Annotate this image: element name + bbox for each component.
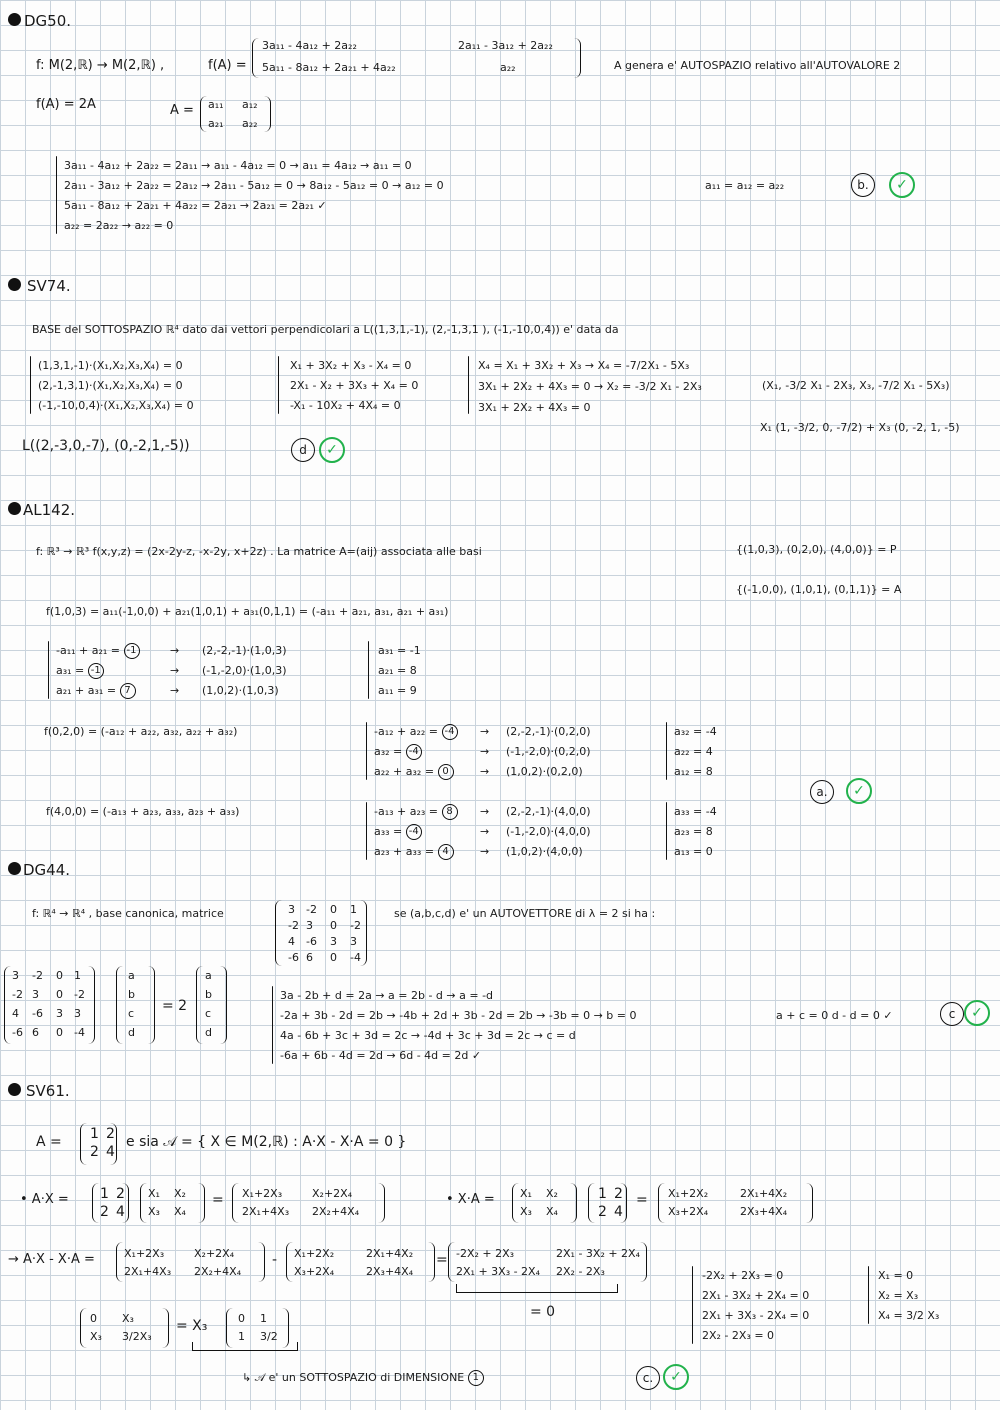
matrix-paren-right	[110, 1123, 117, 1165]
arrow: →	[480, 745, 490, 758]
system-line: 2X₂ - 2X₃ = 0	[702, 1329, 775, 1342]
answer-circle: c.	[636, 1366, 660, 1390]
matrix-entry: 2	[598, 1204, 607, 1220]
matrix-entry: 3	[56, 1007, 63, 1020]
equals-x3: = X₃	[176, 1318, 208, 1334]
arrow: →	[170, 684, 180, 697]
image-expansion: f(4,0,0) = (-a₁₃ + a₂₃, a₃₃, a₂₃ + a₃₃)	[46, 805, 240, 818]
matrix-paren-right	[360, 900, 367, 966]
system-line: a₃₁ = -1	[56, 663, 104, 679]
solution-vector: (X₁, -3/2 X₁ - 2X₃, X₃, -7/2 X₁ - 5X₃)	[762, 379, 950, 392]
vector-paren-right	[220, 966, 227, 1044]
matrix-entry: 2X₂ - 2X₃	[556, 1265, 605, 1278]
system-line: -2X₂ + 2X₃ = 0	[702, 1269, 784, 1282]
check-icon: ✓	[663, 1364, 689, 1390]
matrix-paren-right	[574, 38, 581, 78]
matrix-entry: 2	[106, 1126, 115, 1142]
matrix-entry: X₃+2X₄	[668, 1205, 709, 1218]
matrix-entry: -2	[288, 919, 299, 932]
result: L((2,-3,0,-7), (0,-2,1,-5))	[22, 438, 190, 454]
matrix-paren-right	[198, 1183, 205, 1223]
matrix-entry: X₂	[546, 1187, 558, 1200]
arrow: →	[480, 765, 490, 778]
circled-value: 0	[438, 764, 454, 780]
equals-sign: =	[436, 1252, 448, 1268]
matrix-entry: 2X₂+4X₄	[312, 1205, 360, 1218]
solution-combination: X₁ (1, -3/2, 0, -7/2) + X₃ (0, -2, 1, -5)	[760, 421, 960, 434]
solution-line: a₁₃ = 0	[674, 845, 713, 858]
system-line: -a₁₂ + a₂₂ = -4	[374, 724, 458, 740]
matrix-paren-left	[286, 1242, 293, 1282]
dot-product: (1,0,2)·(0,2,0)	[506, 765, 583, 778]
matrix-paren-right	[640, 1242, 647, 1282]
system-line: -a₁₁ + a₂₁ = -1	[56, 643, 140, 659]
matrix-entry: 2X₁ + 3X₃ - 2X₄	[456, 1265, 541, 1278]
matrix-entry: X₂+2X₄	[194, 1247, 235, 1260]
arrow: →	[170, 664, 180, 677]
system-brace	[366, 802, 367, 860]
matrix-paren-left	[116, 1242, 123, 1282]
matrix-paren-right	[806, 1183, 813, 1223]
matrix-entry: 2X₁+4X₂	[740, 1187, 788, 1200]
circled-value: -1	[88, 663, 104, 679]
matrix-paren-left	[80, 1308, 87, 1348]
system-brace	[666, 722, 667, 780]
matrix-entry: X₃	[520, 1205, 532, 1218]
system-line: (-1,-10,0,4)·(X₁,X₂,X₃,X₄) = 0	[38, 399, 194, 412]
matrix-entry: -2	[32, 969, 43, 982]
circled-value: -1	[124, 643, 140, 659]
bullet-dot	[8, 278, 21, 291]
system-brace	[368, 641, 369, 699]
matrix-entry: 1	[350, 903, 357, 916]
matrix-entry: 3	[306, 919, 313, 932]
answer-circle: a.	[810, 780, 834, 804]
matrix-paren-right	[122, 1183, 129, 1223]
equals-two: = 2	[162, 998, 188, 1014]
eigen-equation: f(A) = 2A	[36, 97, 96, 112]
f-of-a-label: f(A) =	[208, 58, 247, 73]
matrix-entry: X₂+2X₄	[312, 1187, 353, 1200]
dot-product: (2,-2,-1)·(1,0,3)	[202, 644, 287, 657]
matrix-entry: 4	[614, 1204, 623, 1220]
solution-line: X₂ = X₃	[878, 1289, 919, 1302]
system-brace	[278, 356, 279, 414]
matrix-entry: X₄	[174, 1205, 186, 1218]
matrix-paren-left	[200, 96, 207, 132]
matrix-entry: 0	[90, 1312, 97, 1325]
matrix-paren-right	[570, 1183, 577, 1223]
set-definition: e sia 𝒜 = { X ∈ M(2,ℝ) : A·X - X·A = 0 }	[126, 1134, 407, 1150]
vector-entry: d	[205, 1026, 212, 1039]
matrix-paren-right	[620, 1183, 627, 1223]
result: a + c = 0 d - d = 0 ✓	[776, 1009, 893, 1022]
function-definition: f: ℝ⁴ → ℝ⁴ , base canonica, matrice	[32, 907, 224, 920]
conclusion: ↳ 𝒜 e' un SOTTOSPAZIO di DIMENSIONE 1	[242, 1370, 484, 1386]
system-brace	[666, 802, 667, 860]
matrix-entry: -6	[288, 951, 299, 964]
matrix-entry: 0	[330, 951, 337, 964]
solution-line: X₄ = 3/2 X₃	[878, 1309, 940, 1322]
check-icon: ✓	[319, 437, 345, 463]
matrix-entry: X₁	[520, 1187, 532, 1200]
system-line: X₄ = X₁ + 3X₂ + X₃ → X₄ = -7/2X₁ - 5X₃	[478, 359, 690, 372]
matrix-entry: 6	[32, 1026, 39, 1039]
underbrace	[192, 1342, 298, 1351]
circled-value: -4	[406, 824, 422, 840]
matrix-entry: -2X₂ + 2X₃	[456, 1247, 515, 1260]
matrix-entry: -2	[350, 919, 361, 932]
system-line: 3X₁ + 2X₂ + 4X₃ = 0 → X₂ = -3/2 X₁ - 2X₃	[478, 380, 702, 393]
problem-title-dg50: DG50.	[24, 12, 72, 30]
matrix-entry: 1	[90, 1126, 99, 1142]
vector-entry: b	[128, 988, 135, 1001]
matrix-paren-left	[232, 1183, 239, 1223]
matrix-entry: 1	[100, 1186, 109, 1202]
matrix-entry: a₁₂	[242, 98, 258, 111]
matrix-entry: X₂	[174, 1187, 186, 1200]
vector-entry: a	[205, 969, 212, 982]
matrix-entry: 5a₁₁ - 8a₁₂ + 2a₂₁ + 4a₂₂	[262, 61, 396, 74]
matrix-entry: 2X₁ - 3X₂ + 2X₄	[556, 1247, 641, 1260]
matrix-entry: 2	[90, 1144, 99, 1160]
matrix-entry: 3	[350, 935, 357, 948]
matrix-entry: X₁+2X₃	[242, 1187, 283, 1200]
system-line: 5a₁₁ - 8a₁₂ + 2a₂₁ + 4a₂₂ = 2a₂₁ → 2a₂₁ = 2a₂₁ ✓	[64, 199, 327, 212]
matrix-a-label: A =	[36, 1134, 62, 1150]
vector-entry: a	[128, 969, 135, 982]
system-line: 3X₁ + 2X₂ + 4X₃ = 0	[478, 401, 591, 414]
vector-entry: b	[205, 988, 212, 1001]
product-ax-label: • A·X =	[20, 1192, 69, 1207]
matrix-paren-right	[258, 1242, 265, 1282]
matrix-entry: a₂₂	[500, 61, 516, 74]
solution-line: a₃₂ = -4	[674, 725, 717, 738]
matrix-entry: 3/2	[260, 1330, 278, 1343]
matrix-paren-left	[252, 38, 259, 78]
system-line: X₁ + 3X₂ + X₃ - X₄ = 0	[290, 359, 412, 372]
matrix-entry: 2	[614, 1186, 623, 1202]
matrix-entry: 3	[74, 1007, 81, 1020]
answer-circle: d	[291, 438, 315, 462]
matrix-entry: 2	[100, 1204, 109, 1220]
matrix-entry: 4	[288, 935, 295, 948]
matrix-paren-right	[162, 1308, 169, 1348]
matrix-paren-left	[140, 1183, 147, 1223]
matrix-entry: 2X₃+4X₄	[366, 1265, 414, 1278]
matrix-paren-left	[658, 1183, 665, 1223]
answer-circle: b.	[851, 173, 875, 197]
system-brace	[56, 156, 57, 234]
problem-title-dg44: DG44.	[23, 861, 71, 879]
vector-entry: d	[128, 1026, 135, 1039]
bullet-dot	[8, 1083, 21, 1096]
matrix-entry: X₁+2X₂	[668, 1187, 709, 1200]
basis-a: {(-1,0,0), (1,0,1), (0,1,1)} = A	[736, 583, 902, 596]
matrix-paren-right	[428, 1242, 435, 1282]
matrix-paren-right	[88, 966, 95, 1044]
dot-product: (-1,-2,0)·(0,2,0)	[506, 745, 591, 758]
matrix-paren-left	[588, 1183, 595, 1223]
matrix-entry: 3	[32, 988, 39, 1001]
system-line: a₂₁ + a₃₁ = 7	[56, 683, 136, 699]
matrix-entry: 2X₁+4X₃	[124, 1265, 172, 1278]
system-brace	[30, 356, 31, 414]
dot-product: (1,0,2)·(4,0,0)	[506, 845, 583, 858]
bullet-dot	[8, 502, 21, 515]
dot-product: (-1,-2,0)·(1,0,3)	[202, 664, 287, 677]
solution-line: a₁₁ = 9	[378, 684, 417, 697]
matrix-a-label: A =	[170, 103, 194, 118]
circled-value: 7	[120, 683, 136, 699]
arrow: →	[480, 725, 490, 738]
matrix-entry: X₁	[148, 1187, 160, 1200]
system-line: (1,3,1,-1)·(X₁,X₂,X₃,X₄) = 0	[38, 359, 183, 372]
matrix-entry: 2X₃+4X₄	[740, 1205, 788, 1218]
basis-p: {(1,0,3), (0,2,0), (4,0,0)} = P	[736, 543, 897, 556]
matrix-paren-left	[4, 966, 11, 1044]
product-xa-label: • X·A =	[446, 1192, 495, 1207]
matrix-entry: 4	[116, 1204, 125, 1220]
matrix-paren-left	[448, 1242, 455, 1282]
system-line: (2,-1,3,1)·(X₁,X₂,X₃,X₄) = 0	[38, 379, 183, 392]
system-line: a₃₂ = -4	[374, 744, 422, 760]
dimension-circle: 1	[468, 1370, 484, 1386]
matrix-entry: X₃	[148, 1205, 160, 1218]
check-icon: ✓	[846, 778, 872, 804]
matrix-paren-left	[80, 1123, 87, 1165]
system-brace	[692, 1266, 693, 1344]
matrix-entry: -4	[74, 1026, 85, 1039]
matrix-entry: 2	[116, 1186, 125, 1202]
minus-sign: -	[272, 1252, 278, 1268]
solution-line: a₃₁ = -1	[378, 644, 421, 657]
system-line: 2X₁ - X₂ + 3X₃ + X₄ = 0	[290, 379, 419, 392]
arrow: →	[480, 805, 490, 818]
matrix-entry: -6	[12, 1026, 23, 1039]
result: a₁₁ = a₁₂ = a₂₂	[705, 179, 785, 192]
system-brace	[468, 356, 469, 414]
system-line: a₂₃ + a₃₃ = 4	[374, 844, 454, 860]
bullet-dot	[8, 13, 21, 26]
matrix-entry: 3/2X₃	[122, 1330, 152, 1343]
matrix-entry: a₂₂	[242, 117, 258, 130]
matrix-entry: X₃+2X₄	[294, 1265, 335, 1278]
system-line: -6a + 6b - 4d = 2d → 6d - 4d = 2d ✓	[280, 1049, 482, 1062]
check-icon: ✓	[964, 1000, 990, 1026]
matrix-entry: -6	[306, 935, 317, 948]
system-line: 2a₁₁ - 3a₁₂ + 2a₂₂ = 2a₁₂ → 2a₁₁ - 5a₁₂ = 0 → 8a₁₂ - 5a₁₂ = 0 → a₁₂ = 0	[64, 179, 444, 192]
solution-line: a₃₃ = -4	[674, 805, 717, 818]
solution-line: a₂₃ = 8	[674, 825, 713, 838]
system-line: -a₁₃ + a₂₃ = 8	[374, 804, 458, 820]
equals-sign: =	[212, 1192, 224, 1208]
system-line: -X₁ - 10X₂ + 4X₄ = 0	[290, 399, 401, 412]
matrix-entry: 4	[106, 1144, 115, 1160]
matrix-entry: -2	[12, 988, 23, 1001]
vector-paren-right	[148, 966, 155, 1044]
system-line: -2a + 3b - 2d = 2b → -4b + 2d + 3b - 2d = 2b → -3b = 0 → b = 0	[280, 1009, 637, 1022]
system-line: 2X₁ + 3X₃ - 2X₄ = 0	[702, 1309, 810, 1322]
matrix-entry: 0	[330, 903, 337, 916]
system-line: 2X₁ - 3X₂ + 2X₄ = 0	[702, 1289, 810, 1302]
arrow: →	[480, 845, 490, 858]
matrix-paren-left	[512, 1183, 519, 1223]
vector-entry: c	[205, 1007, 212, 1020]
matrix-entry: -2	[74, 988, 85, 1001]
system-line: a₃₃ = -4	[374, 824, 422, 840]
system-brace	[48, 641, 49, 699]
dot-product: (2,-2,-1)·(0,2,0)	[506, 725, 591, 738]
matrix-entry: 1	[598, 1186, 607, 1202]
solution-line: X₁ = 0	[878, 1269, 914, 1282]
problem-title-sv61: SV61.	[26, 1082, 70, 1100]
equals-zero: = 0	[530, 1304, 556, 1320]
matrix-entry: 0	[56, 988, 63, 1001]
matrix-entry: 0	[238, 1312, 245, 1325]
arrow: →	[170, 644, 180, 657]
circled-value: 8	[442, 804, 458, 820]
matrix-entry: X₃	[90, 1330, 102, 1343]
system-line: a₂₂ = 2a₂₂ → a₂₂ = 0	[64, 219, 174, 232]
matrix-entry: 1	[74, 969, 81, 982]
bullet-dot	[8, 862, 21, 875]
solution-line: a₁₂ = 8	[674, 765, 713, 778]
matrix-entry: a₁₁	[208, 98, 224, 111]
problem-statement: BASE del SOTTOSPAZIO ℝ⁴ dato dai vettori perpendicolari a L((1,3,1,-1), (2,-1,3,1 ), (-1,-10,0,4)) e' data da	[32, 323, 619, 336]
matrix-entry: X₃	[122, 1312, 134, 1325]
matrix-entry: 2X₁+4X₂	[366, 1247, 414, 1260]
arrow: →	[480, 825, 490, 838]
matrix-entry: 3	[288, 903, 295, 916]
problem-title-sv74: SV74.	[27, 277, 71, 295]
system-line: 3a - 2b + d = 2a → a = 2b - d → a = -d	[280, 989, 494, 1002]
matrix-entry: a₂₁	[208, 117, 224, 130]
matrix-entry: 0	[330, 919, 337, 932]
image-expansion: f(0,2,0) = (-a₁₂ + a₂₂, a₃₂, a₂₂ + a₃₂)	[44, 725, 238, 738]
system-line: 4a - 6b + 3c + 3d = 2c → -4d + 3c + 3d = 2c → c = d	[280, 1029, 576, 1042]
matrix-entry: -6	[32, 1007, 43, 1020]
matrix-entry: X₁+2X₂	[294, 1247, 335, 1260]
system-line: 3a₁₁ - 4a₁₂ + 2a₂₂ = 2a₁₁ → a₁₁ - 4a₁₂ = 0 → a₁₁ = 4a₁₂ → a₁₁ = 0	[64, 159, 412, 172]
system-brace	[366, 722, 367, 780]
matrix-paren-left	[92, 1183, 99, 1223]
matrix-entry: 1	[260, 1312, 267, 1325]
matrix-entry: 3	[330, 935, 337, 948]
matrix-paren-right	[378, 1183, 385, 1223]
matrix-entry: 3	[12, 969, 19, 982]
matrix-entry: 2X₁+4X₃	[242, 1205, 290, 1218]
equals-sign: =	[636, 1192, 648, 1208]
dot-product: (1,0,2)·(1,0,3)	[202, 684, 279, 697]
function-definition: f: M(2,ℝ) → M(2,ℝ) ,	[36, 58, 165, 73]
system-line: a₂₂ + a₃₂ = 0	[374, 764, 454, 780]
matrix-entry: 6	[306, 951, 313, 964]
matrix-entry: 0	[56, 1026, 63, 1039]
matrix-paren-right	[264, 96, 271, 132]
matrix-entry: 3a₁₁ - 4a₁₂ + 2a₂₂	[262, 39, 357, 52]
vector-entry: c	[128, 1007, 135, 1020]
matrix-entry: 4	[12, 1007, 19, 1020]
problem-title-al142: AL142.	[23, 501, 76, 519]
problem-statement: A genera e' AUTOSPAZIO relativo all'AUTOVALORE 2	[614, 59, 901, 72]
function-definition: f: ℝ³ → ℝ³ f(x,y,z) = (2x-2y-z, -x-2y, x+2z) . La matrice A=(aij) associata alle basi	[36, 545, 482, 558]
image-expansion: f(1,0,3) = a₁₁(-1,0,0) + a₂₁(1,0,1) + a₃₁(0,1,1) = (-a₁₁ + a₂₁, a₃₁, a₂₁ + a₃₁)	[46, 605, 449, 618]
circled-value: -4	[406, 744, 422, 760]
underbrace	[456, 1284, 618, 1293]
dot-product: (2,-2,-1)·(4,0,0)	[506, 805, 591, 818]
system-brace	[272, 986, 273, 1064]
vector-paren-left	[196, 966, 203, 1044]
system-brace	[868, 1266, 869, 1324]
check-icon: ✓	[889, 172, 915, 198]
answer-circle: c	[940, 1002, 964, 1026]
matrix-entry: 2X₂+4X₄	[194, 1265, 242, 1278]
matrix-paren-left	[275, 900, 282, 966]
matrix-entry: X₁+2X₃	[124, 1247, 165, 1260]
matrix-entry: -4	[350, 951, 361, 964]
solution-line: a₂₂ = 4	[674, 745, 713, 758]
solution-line: a₂₁ = 8	[378, 664, 417, 677]
matrix-entry: -2	[306, 903, 317, 916]
circled-value: 4	[438, 844, 454, 860]
circled-value: -4	[442, 724, 458, 740]
dot-product: (-1,-2,0)·(4,0,0)	[506, 825, 591, 838]
vector-paren-left	[116, 966, 123, 1044]
matrix-entry: 1	[238, 1330, 245, 1343]
matrix-entry: 0	[56, 969, 63, 982]
matrix-entry: X₄	[546, 1205, 558, 1218]
eigen-condition: se (a,b,c,d) e' un AUTOVETTORE di λ = 2 si ha :	[394, 907, 656, 920]
matrix-entry: 2a₁₁ - 3a₁₂ + 2a₂₂	[458, 39, 553, 52]
difference-label: → A·X - X·A =	[8, 1252, 95, 1267]
